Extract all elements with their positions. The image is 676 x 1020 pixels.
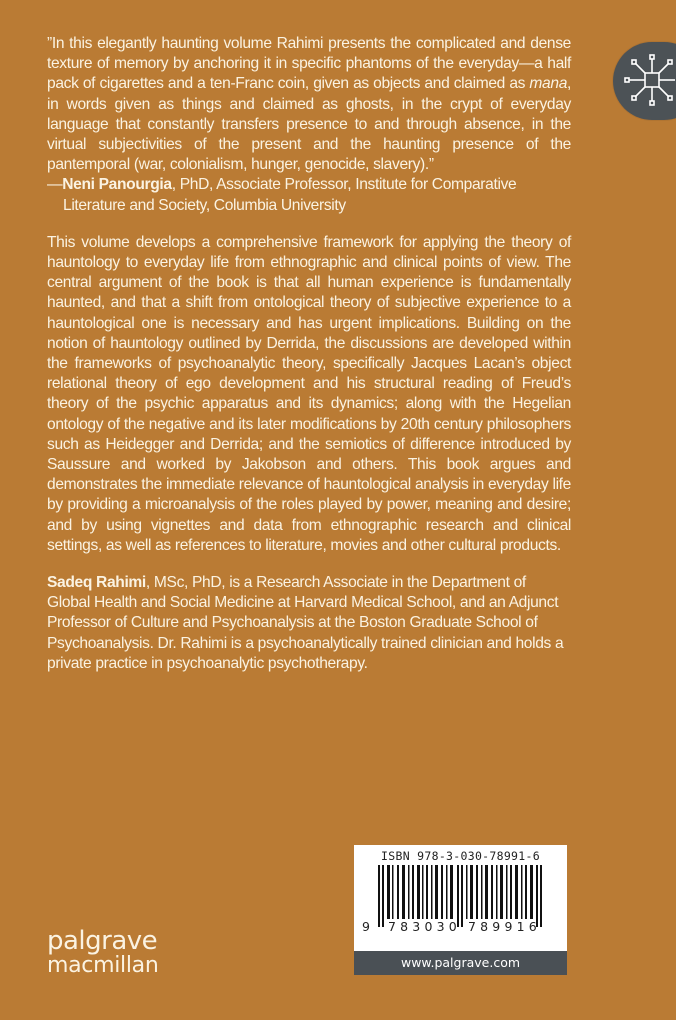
publisher-name-line2: macmillan xyxy=(47,953,159,978)
isbn-barcode-box xyxy=(354,845,567,975)
network-node-icon xyxy=(623,51,676,111)
isbn-label: ISBN 978-3-030-78991-6 xyxy=(381,849,540,863)
isbn-digit-group1: 783030 xyxy=(388,919,461,934)
quote-text-end: , in words given as things and claimed as ghosts, in the crypt of everyday language that constantly transfers presence to and through absence, in the virtual subjectivities of the present and the haunting presence of the pantemporal (war, colonialism, hunger, genocide, slavery).” xyxy=(47,75,571,174)
series-badge xyxy=(613,42,676,120)
barcode-icon xyxy=(364,865,560,927)
book-description: This volume develops a comprehensive framework for applying the theory of hauntology to everyday life from ethnographic and clinical points of view. The central argument of the book is that all human experience is fundamentally haunted, and that a shift from ontological theory of subjective experience to a hauntological one is necessary and has urgent implications. Building on the notion of hauntology outlined by Derrida, the discussions are developed within the frameworks of psychoanalytic theory, specifically Jacques Lacan’s object relational theory of ego development and his structural reading of Freud’s theory of the psychic apparatus and its dynamics; along with the Hegelian ontology of the negative and its later modifications by 20th century philosophers such as Heidegger and Derrida; and the semiotics of difference introduced by Saussure and worked by Jakobson and others. This book argues and demonstrates the immediate relevance of hauntological analysis in everyday life by providing a microanalysis of the roles played by power, meaning and desire; and by using vignettes and data from ethnographic research and clinical settings, as well as references to literature, movies and other cultural products. xyxy=(47,233,571,554)
em-dash: — xyxy=(47,176,63,194)
endorser-affiliation: , PhD, Associate Professor, Institute for Comparative Literature and Society, Columbia University xyxy=(63,176,517,214)
endorsement-quote xyxy=(47,34,571,175)
isbn-digit-group2: 789916 xyxy=(468,919,541,934)
endorsement-attribution xyxy=(47,175,571,215)
author-name: Sadeq Rahimi xyxy=(47,574,146,592)
author-bio-text: , MSc, PhD, is a Research Associate in the Department of Global Health and Social Medicine at Harvard Medical School, and an Adjunct Professor of Culture and Psychoanalysis at the Boston Graduate School of Psychoanalysis. Dr. Rahimi is a psychoanalytically trained clinician and holds a private practice in psychoanalytic psychotherapy. xyxy=(47,574,564,672)
author-bio xyxy=(47,573,571,674)
isbn-digit-first: 9 xyxy=(362,919,370,934)
endorser-name: Neni Panourgia xyxy=(62,176,172,194)
quote-text: ”In this elegantly haunting volume Rahimi presents the complicated and dense texture of memory by anchoring it in specific phantoms of the everyday—a half pack of cigarettes and a ten-Franc coin, given as objects and claimed as xyxy=(47,35,571,93)
publisher-url: www.palgrave.com xyxy=(354,951,567,975)
publisher-logo xyxy=(47,928,159,978)
back-cover-text xyxy=(47,34,571,674)
publisher-name-line1: palgrave xyxy=(47,926,158,956)
quote-italic-word: mana xyxy=(529,75,568,93)
